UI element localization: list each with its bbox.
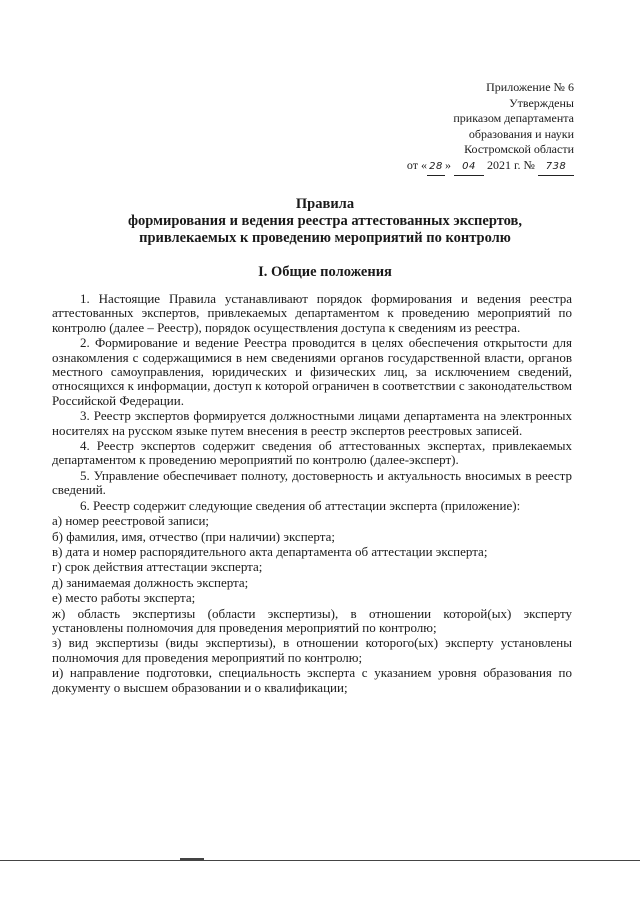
order-line-2: образования и науки bbox=[468, 126, 574, 141]
order-date-line bbox=[314, 158, 574, 176]
region-line: Костромской области bbox=[464, 142, 574, 157]
order-number: 738 bbox=[538, 159, 574, 176]
list-item-b: б) фамилия, имя, отчество (при наличии) эксперта; bbox=[52, 528, 335, 544]
title-line-2: формирования и ведения реестра аттестованных экспертов, bbox=[128, 213, 522, 229]
title-line-1: Правила bbox=[295, 196, 355, 212]
list-item-g: г) срок действия аттестации эксперта; bbox=[52, 559, 263, 575]
paragraph-5: 5. Управление обеспечивает полноту, достоверность и актуальность вносимых в реестр сведений. bbox=[52, 467, 572, 498]
section-heading: I. Общие положения bbox=[258, 264, 392, 280]
approval-stamp-block bbox=[314, 80, 574, 176]
date-month: 04 bbox=[454, 159, 484, 176]
list-item-v: в) дата и номер распорядительного акта департамента об аттестации эксперта; bbox=[52, 543, 488, 559]
list-item-z: з) вид экспертизы (виды экспертизы), в отношении которого(ых) эксперту установлены полномочия для проведения мероприятий по контролю; bbox=[52, 635, 572, 665]
page-bottom-rule bbox=[0, 860, 640, 861]
document-title bbox=[80, 196, 570, 247]
title-line-3: привлекаемых к проведению мероприятий по контролю bbox=[139, 230, 511, 246]
paragraph-4: 4. Реестр экспертов содержит сведения об аттестованных экспертах, привлекаемых департаментом к проведению мероприятий по контролю (далее-эксперт). bbox=[52, 438, 572, 468]
approved-label: Утверждены bbox=[509, 95, 574, 110]
list-item-d: д) занимаемая должность эксперта; bbox=[52, 574, 249, 590]
date-day: 28 bbox=[427, 159, 445, 176]
date-mid: » bbox=[444, 157, 451, 172]
list-item-i: и) направление подготовки, специальность эксперта с указанием уровня образования по документу о высшем образовании и о квалификации; bbox=[52, 665, 572, 695]
date-prefix: от « bbox=[406, 157, 427, 172]
list-item-e: е) место работы эксперта; bbox=[52, 590, 196, 606]
date-year: 2021 г. № bbox=[486, 157, 535, 172]
document-body bbox=[52, 292, 572, 695]
order-line-1: приказом департамента bbox=[453, 111, 574, 126]
list-item-a: а) номер реестровой записи; bbox=[52, 513, 210, 529]
paragraph-2: 2. Формирование и ведение Реестра проводится в целях обеспечения открытости для ознакомления с содержащимися в нем сведениями органов государственной власти, органов местного самоуправления, юридических и физических лиц, за исключением сведений, относящихся к информации, доступ к которой ограничен в соответствии с законодательством Российской Федерации. bbox=[52, 335, 572, 408]
paragraph-1: 1. Настоящие Правила устанавливают порядок формирования и ведения реестра аттестованных экспертов, привлекаемых департаментом к проведению мероприятий по контролю (далее – Реестр), порядок осуществления доступа к сведениям из реестра. bbox=[52, 291, 572, 335]
annex-number: Приложение № 6 bbox=[486, 80, 574, 94]
paragraph-3: 3. Реестр экспертов формируется должностными лицами департамента на электронных носителях на русском языке путем внесения в реестр экспертов реестровых записей. bbox=[52, 408, 572, 438]
list-item-zh: ж) область экспертизы (области экспертизы), в отношении которой(ых) эксперту установлены полномочия для проведения мероприятий по контролю; bbox=[52, 605, 572, 635]
paragraph-6: 6. Реестр содержит следующие сведения об аттестации эксперта (приложение): bbox=[80, 497, 521, 513]
scan-mark bbox=[180, 858, 204, 861]
